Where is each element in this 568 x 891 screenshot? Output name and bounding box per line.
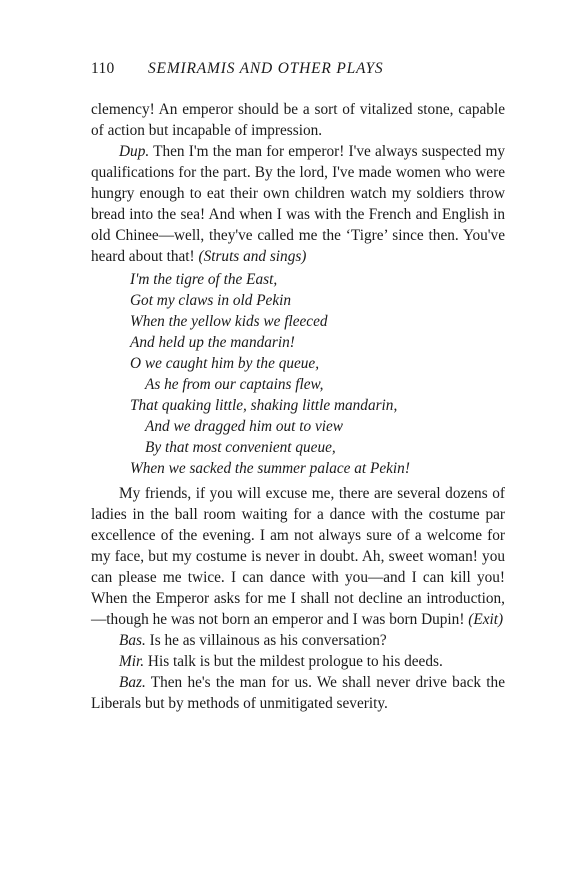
- dialogue-paragraph: [91, 141, 505, 267]
- dialogue-paragraph: [91, 483, 505, 630]
- speaker-name: Dup.: [119, 143, 150, 160]
- song-line: That quaking little, shaking little mandarin,: [130, 397, 398, 414]
- dialogue-text: His talk is but the mildest prologue to his deeds.: [144, 653, 443, 670]
- stage-direction: (Struts and sings): [198, 248, 307, 265]
- song-line: O we caught him by the queue,: [130, 355, 320, 372]
- dialogue-text: Then he's the man for us. We shall never drive back the Liberals but by methods of unmitigated severity.: [91, 674, 505, 712]
- speaker-name: Bas.: [119, 632, 146, 649]
- paragraph-text: clemency! An emperor should be a sort of vitalized stone, capable of action but incapable of impression.: [91, 101, 505, 139]
- running-header: [91, 60, 505, 82]
- song-line: And held up the mandarin!: [130, 334, 295, 351]
- dialogue-text: Then I'm the man for emperor! I've always suspected my qualifications for the part. By the lord, I've made women who were hungry enough to eat their own children watch my soldiers throw bread into the sea! And when I was with the French and English in old Chinee—well, they've called me the ‘Tigre’ since then. You've heard about that!: [91, 143, 505, 265]
- song-line: I'm the tigre of the East,: [130, 271, 278, 288]
- dialogue-paragraph: [91, 630, 505, 651]
- paragraph: [91, 99, 505, 141]
- page-body: [91, 99, 505, 714]
- song-verse: [91, 269, 505, 479]
- song-line: When we sacked the summer palace at Pekin!: [130, 460, 410, 477]
- dialogue-paragraph: [91, 651, 505, 672]
- song-line: When the yellow kids we fleeced: [130, 313, 328, 330]
- song-line: And we dragged him out to view: [145, 418, 343, 435]
- dialogue-paragraph: [91, 672, 505, 714]
- song-line: Got my claws in old Pekin: [130, 292, 292, 309]
- running-title: SEMIRAMIS AND OTHER PLAYS: [148, 60, 384, 77]
- speaker-name: Baz.: [119, 674, 146, 691]
- dialogue-text: My friends, if you will excuse me, there are several dozens of ladies in the ball room waiting for a dance with the costume par excellence of the evening. I am not always sure of a welcome for my face, but my costume is never in doubt. Ah, sweet woman! you can please me twice. I can dance with you—and I can kill you! When the Emperor asks for me I shall not decline an introduction,—though he was not born an emperor and I was born Dupin!: [91, 485, 505, 628]
- stage-direction: (Exit): [468, 611, 504, 628]
- dialogue-text: Is he as villainous as his conversation?: [145, 632, 387, 649]
- song-line: As he from our captains flew,: [145, 376, 324, 393]
- song-line: By that most convenient queue,: [145, 439, 336, 456]
- page-number: 110: [91, 60, 115, 77]
- speaker-name: Mir.: [119, 653, 145, 670]
